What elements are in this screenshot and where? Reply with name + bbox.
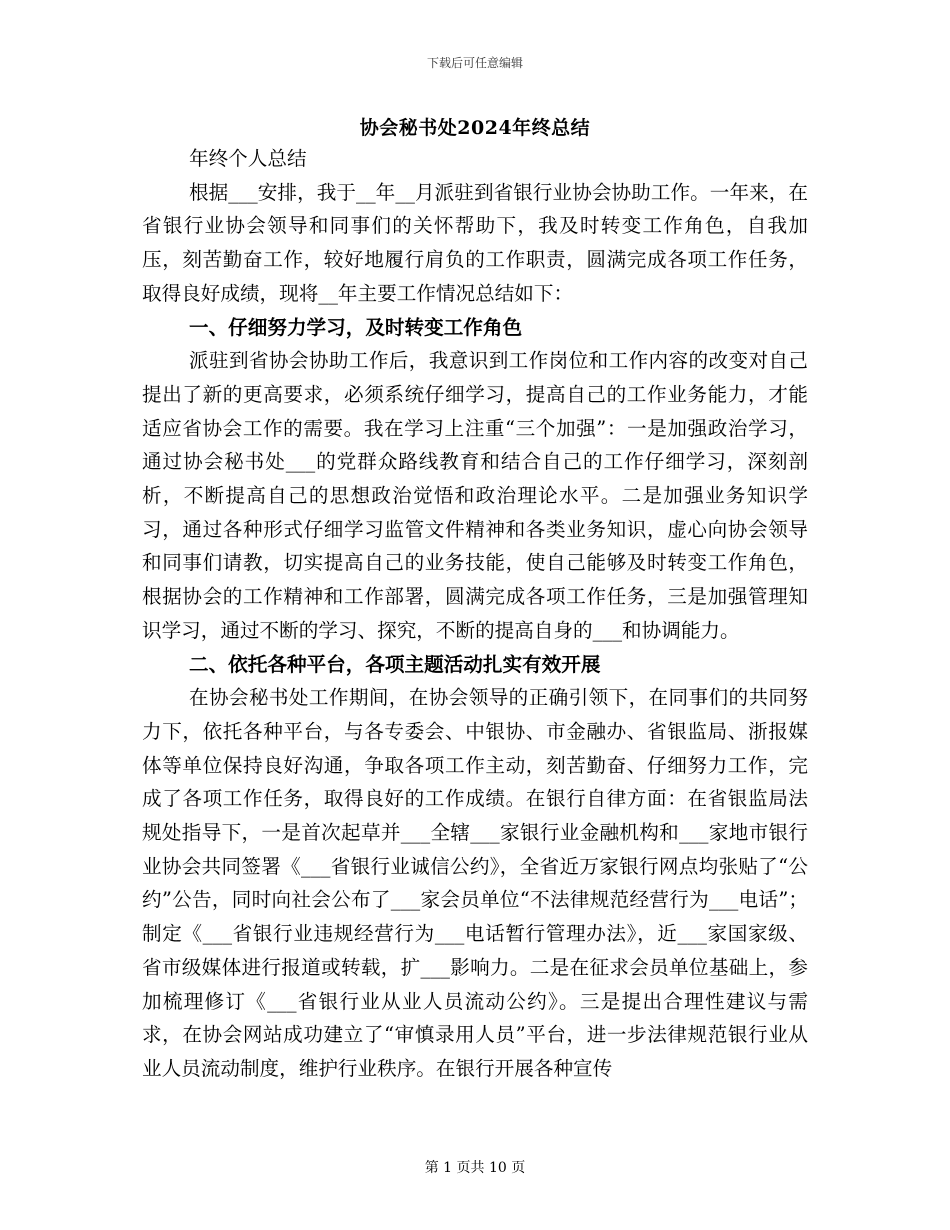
section-heading-2: 二、依托各种平台，各项主题活动扎实有效开展 [189, 652, 601, 676]
page-header: 下载后可任意编辑 [426, 56, 523, 70]
intro-paragraph: 根据___安排，我于__年__月派驻到省银行业协会协助工作。一年来，在省银行业协会领导和同事们的关怀帮助下，我及时转变工作角色，自我加压，刻苦勤奋工作，较好地履行肩负的工作职责，圆满完成各项工作任务，取得良好成绩，现将__年主要工作情况总结如下： [142, 180, 808, 305]
section-heading-1: 一、仔细努力学习，及时转变工作角色 [189, 315, 523, 339]
document-body [142, 142, 808, 1086]
section-1-paragraph: 派驻到省协会协助工作后，我意识到工作岗位和工作内容的改变对自己提出了新的更高要求，必须系统仔细学习，提高自己的工作业务能力，才能适应省协会工作的需要。我在学习上注重“三个加强”：一是加强政治学习，通过协会秘书处___的党群众路线教育和结合自己的工作仔细学习，深刻剖析，不断提高自己的思想政治觉悟和政治理论水平。二是加强业务知识学习，通过各种形式仔细学习监管文件精神和各类业务知识，虚心向协会领导和同事们请教，切实提高自己的业务技能，使自己能够及时转变工作角色，根据协会的工作精神和工作部署，圆满完成各项工作任务，三是加强管理知识学习，通过不断的学习、探究，不断的提高自身的___和协调能力。 [142, 349, 808, 642]
section-2-paragraph: 在协会秘书处工作期间，在协会领导的正确引领下，在同事们的共同努力下，依托各种平台，与各专委会、中银协、市金融办、省银监局、浙报媒体等单位保持良好沟通，争取各项工作主动，刻苦勤奋、仔细努力工作，完成了各项工作任务，取得良好的工作成绩。在银行自律方面：在省银监局法规处指导下，一是首次起草并___全辖___家银行业金融机构和___家地市银行业协会共同签署《___省银行业诚信公约》，全省近万家银行网点均张贴了“公约”公告，同时向社会公布了___家会员单位“不法律规范经营行为___电话”；制定《___省银行业违规经营行为___电话暂行管理办法》，近___家国家级、省市级媒体进行报道或转载，扩___影响力。二是在征求会员单位基础上，参加梳理修订《___省银行业从业人员流动公约》。三是提出合理性建议与需求，在协会网站成功建立了“审慎录用人员”平台，进一步法律规范银行业从业人员流动制度，维护行业秩序。在银行开展各种宣传 [142, 686, 808, 1080]
page-footer: 第 1 页共 10 页 [424, 1160, 526, 1176]
document-title: 协会秘书处2024年终总结 [359, 117, 591, 139]
subtitle: 年终个人总结 [189, 147, 307, 170]
